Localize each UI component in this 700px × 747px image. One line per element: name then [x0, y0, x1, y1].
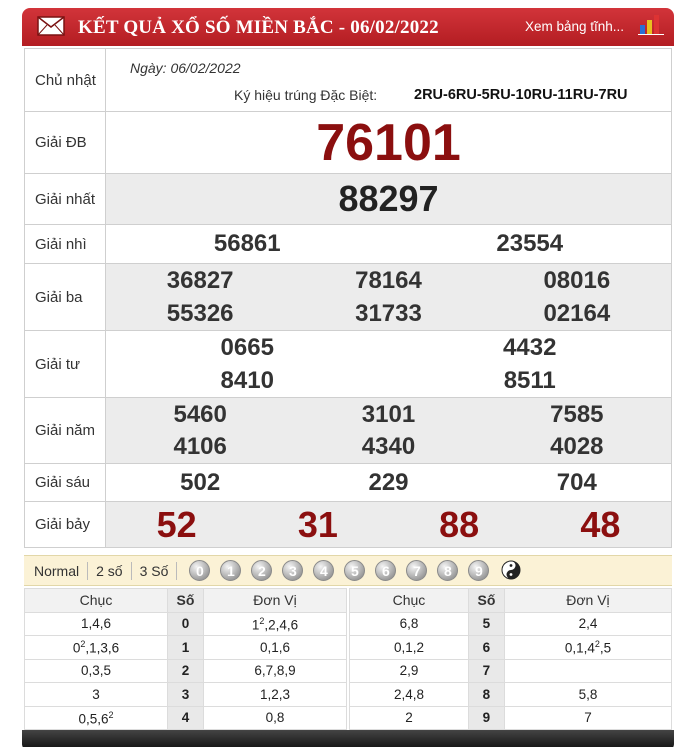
col-header-so: Số: [468, 589, 504, 613]
prize-label: Giải sáu: [25, 464, 106, 502]
prize-number: 4106: [173, 432, 227, 460]
chuc-cell: 2: [350, 706, 469, 730]
prize-label: Giải ĐB: [25, 112, 106, 174]
table-row: [25, 683, 347, 707]
col-header-chuc: Chục: [25, 589, 168, 613]
table-row: [350, 636, 672, 660]
so-cell: 8: [468, 683, 504, 707]
results-table: [24, 48, 672, 548]
prize-number: 56861: [213, 230, 281, 257]
results-widget: [22, 8, 674, 744]
prize-number: 0665: [220, 334, 274, 361]
so-cell: 1: [168, 636, 204, 660]
so-cell: 9: [468, 706, 504, 730]
table-row: [350, 706, 672, 730]
donvi-cell: [504, 659, 671, 683]
table-row: [25, 636, 347, 660]
prize-number: 229: [368, 468, 409, 496]
digit-button-1[interactable]: 1: [220, 560, 241, 581]
chuc-cell: 2,4,8: [350, 683, 469, 707]
digit-button-6[interactable]: 6: [375, 560, 396, 581]
prize-label: Giải bảy: [25, 502, 106, 548]
display-toolbar: [24, 555, 672, 586]
col-header-donvi: Đơn Vị: [504, 589, 671, 613]
static-table-link[interactable]: Xem bảng tĩnh...: [525, 19, 625, 34]
yin-yang-icon[interactable]: [501, 560, 521, 580]
special-prize-number: 76101: [316, 113, 461, 172]
donvi-cell: 0,1,4$^2$,5: [504, 636, 671, 660]
prize-number: 704: [556, 468, 597, 496]
header-bar: [22, 8, 674, 46]
loto-table-right: [349, 588, 672, 730]
digit-button-2[interactable]: 2: [251, 560, 272, 581]
donvi-cell: 5,8: [504, 683, 671, 707]
prize-row-g5: [25, 398, 672, 464]
envelope-icon: [37, 16, 65, 36]
prize-number: 3101: [361, 400, 416, 428]
table-row: [25, 612, 347, 636]
prize-label: Giải tư: [25, 331, 106, 398]
prize-number: 4340: [361, 432, 416, 460]
prize-number: 48: [580, 503, 621, 545]
donvi-cell: 7: [504, 706, 671, 730]
prize-number: 7585: [550, 400, 604, 428]
prize-number: 55326: [166, 300, 234, 327]
donvi-cell: $1^2,2,4,6$: [204, 612, 347, 636]
so-cell: 7: [468, 659, 504, 683]
col-header-so: Số: [168, 589, 204, 613]
prize-number: 31733: [355, 300, 422, 327]
digit-button-5[interactable]: 5: [344, 560, 365, 581]
digit-button-0[interactable]: 0: [189, 560, 210, 581]
prize-row-g1: [25, 174, 672, 225]
prize-row-g6: [25, 464, 672, 502]
col-header-donvi: Đơn Vị: [204, 589, 347, 613]
prize-number: 31: [297, 503, 338, 545]
donvi-cell: 0,8: [204, 706, 347, 730]
first-prize-number: 88297: [338, 178, 439, 219]
prize-number: 78164: [355, 267, 422, 294]
table-row: [350, 683, 672, 707]
chuc-cell: 2,9: [350, 659, 469, 683]
so-cell: 6: [468, 636, 504, 660]
table-row: [25, 659, 347, 683]
chuc-cell: 6,8: [350, 612, 469, 636]
page-title: KẾT QUẢ XỔ SỐ MIỀN BẮC - 06/02/2022: [78, 17, 439, 38]
table-row: [350, 612, 672, 636]
prize-label: Giải nhì: [25, 225, 106, 264]
loto-table-left: [24, 588, 347, 730]
so-cell: 4: [168, 706, 204, 730]
prize-number: 52: [156, 503, 197, 545]
info-row: [25, 49, 672, 112]
digit-button-3[interactable]: 3: [282, 560, 303, 581]
donvi-cell: 2,4: [504, 612, 671, 636]
donvi-cell: 1,2,3: [204, 683, 347, 707]
special-code-label: Ký hiệu trúng Đặc Biệt:: [234, 87, 378, 103]
digit-button-4[interactable]: 4: [313, 560, 334, 581]
prize-number: 4028: [550, 432, 604, 460]
prize-number: 8511: [503, 367, 556, 394]
special-code-value: 2RU-6RU-5RU-10RU-11RU-7RU: [414, 87, 628, 103]
table-row: [25, 706, 347, 730]
bar-chart-icon[interactable]: [638, 13, 664, 35]
option-normal[interactable]: Normal: [24, 562, 88, 580]
prize-number: 502: [180, 468, 221, 496]
footer-bar: [22, 730, 674, 747]
prize-number: 8410: [220, 367, 274, 394]
digit-button-9[interactable]: 9: [468, 560, 489, 581]
loto-tables: [24, 588, 672, 730]
so-cell: 3: [168, 683, 204, 707]
so-cell: 0: [168, 612, 204, 636]
weekday-label: Chủ nhật: [25, 49, 106, 112]
prize-row-db: [25, 112, 672, 174]
prize-label: Giải năm: [25, 398, 106, 464]
prize-label: Giải nhất: [25, 174, 106, 225]
option-2-digits[interactable]: 2 số: [88, 562, 131, 580]
prize-row-g4: [25, 331, 672, 398]
prize-number: 4432: [503, 334, 557, 361]
prize-row-g7: [25, 502, 672, 548]
prize-number: 5460: [173, 400, 227, 428]
digit-button-7[interactable]: 7: [406, 560, 427, 581]
digit-filter: [189, 560, 521, 581]
chuc-cell: 1,4,6: [25, 612, 168, 636]
prize-number: 88: [439, 503, 480, 545]
prize-row-g2: [25, 225, 672, 264]
option-3-digits[interactable]: 3 Số: [132, 562, 178, 580]
so-cell: 5: [468, 612, 504, 636]
draw-date: Ngày: 06/02/2022: [130, 60, 241, 76]
prize-number: 08016: [543, 267, 611, 294]
donvi-cell: 0,1,6: [204, 636, 347, 660]
chuc-cell: $0^2,1,3,6$: [25, 636, 168, 660]
prize-number: 02164: [543, 300, 611, 327]
chuc-cell: 0,1,2: [350, 636, 469, 660]
prize-number: 23554: [496, 230, 564, 257]
prize-row-g3: [25, 264, 672, 331]
table-row: [350, 659, 672, 683]
donvi-cell: 6,7,8,9: [204, 659, 347, 683]
col-header-chuc: Chục: [350, 589, 469, 613]
chuc-cell: 0,5,6$^2$: [25, 706, 168, 730]
chuc-cell: 0,3,5: [25, 659, 168, 683]
digit-button-8[interactable]: 8: [437, 560, 458, 581]
chuc-cell: 3: [25, 683, 168, 707]
prize-number: 36827: [166, 267, 234, 294]
so-cell: 2: [168, 659, 204, 683]
prize-label: Giải ba: [25, 264, 106, 331]
